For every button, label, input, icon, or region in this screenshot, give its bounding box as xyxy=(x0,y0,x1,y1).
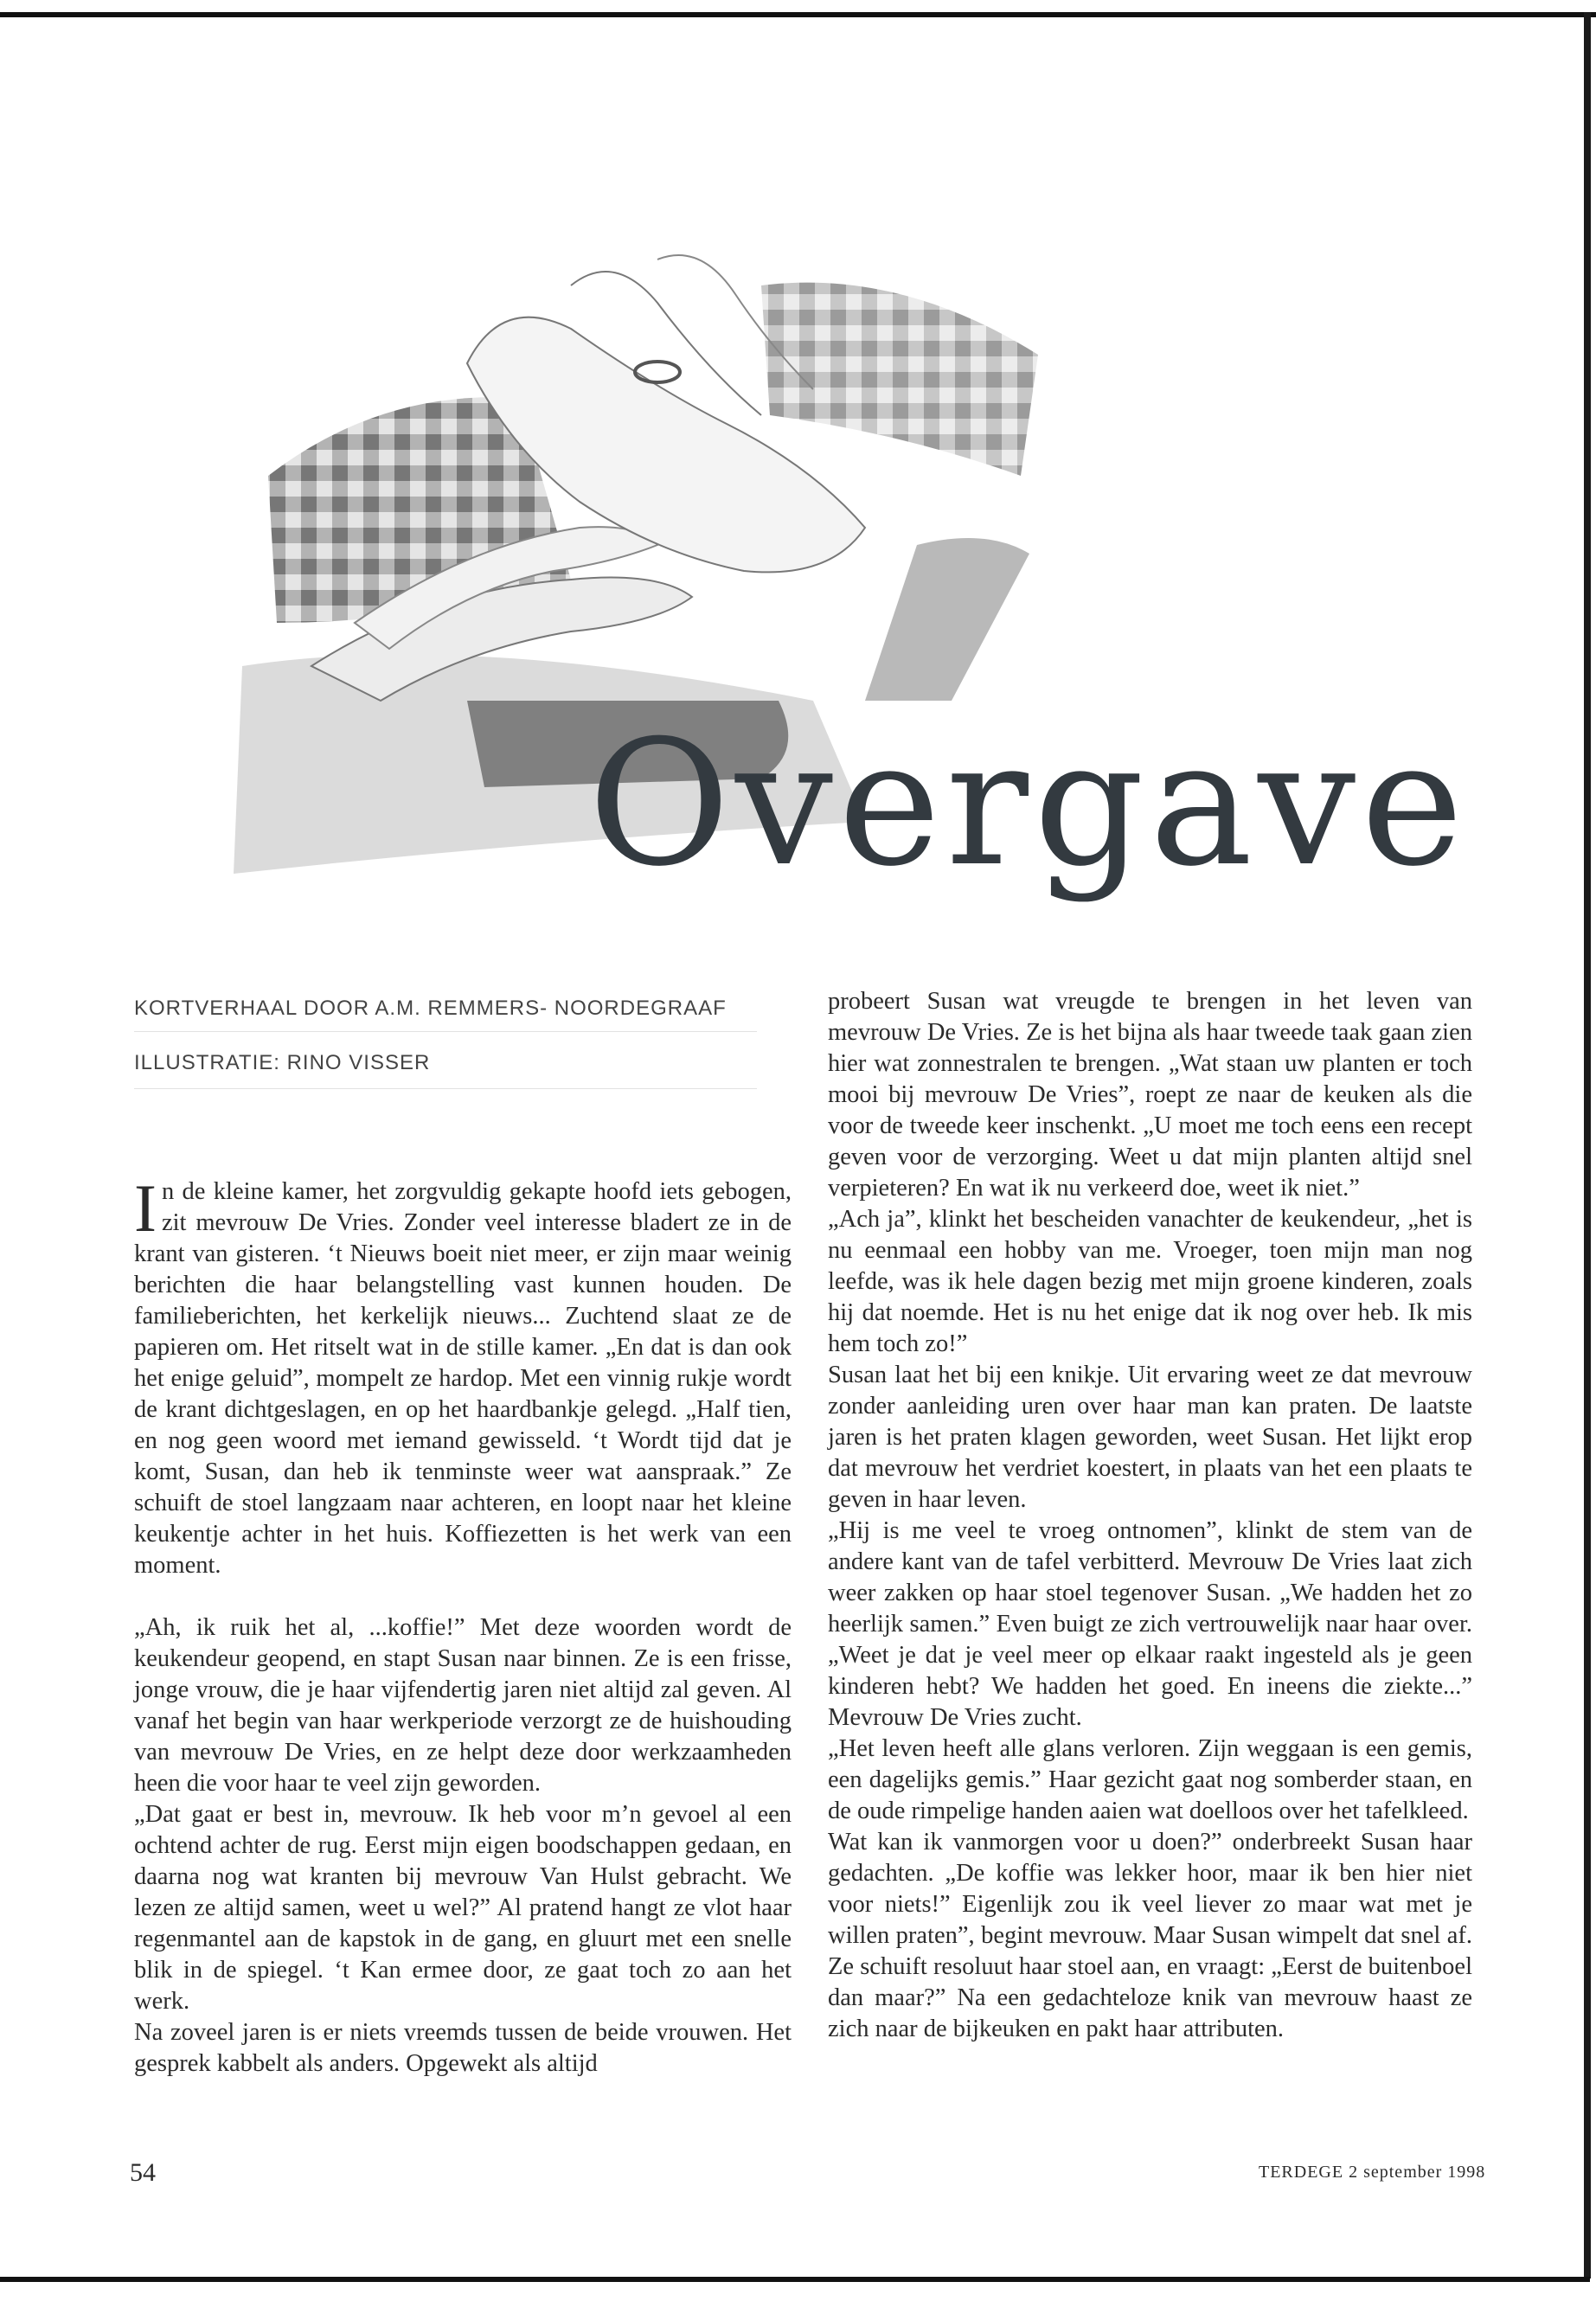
illustration-credit: ILLUSTRATIE: RINO VISSER xyxy=(134,1051,431,1074)
right-column xyxy=(828,986,1472,2045)
paragraph-5: probeert Susan wat vreugde te brengen in het leven van mevrouw De Vries. Ze is het bijna als haar tweede taak gaan zien hier wat zonnestralen te brengen. „Wat staan uw planten er toch mooi bij mevrouw De Vries”, roept ze naar de keuken als die voor de tweede keer inschenkt. „U moet me toch eens een recept geven voor de verzorging. Weet u dat mijn planten altijd snel verpieteren? En wat ik nu verkeerd doe, weet ik niet.” xyxy=(828,988,1472,1202)
right-border xyxy=(1584,12,1591,2279)
paragraph-8: „Hij is me veel te vroeg ontnomen”, klinkt de stem van de andere kant van de tafel verbitterd. Mevrouw De Vries laat zich weer zakken op haar stoel tegenover Susan. „We hadden het zo heerlijk samen.” Even buigt ze zich vertrouwelijk naar haar over. „Weet je dat je veel meer op elkaar raakt ingesteld als je geen kinderen hebt? We hadden het goed. En ineens die ziekte...” Mevrouw De Vries zucht. xyxy=(828,1517,1472,1731)
paragraph-10: Wat kan ik vanmorgen voor u doen?” onderbreekt Susan haar gedachten. „De koffie was lekker hoor, maar ik ben hier niet voor niets!” Eigenlijk zou ik veel liever zo maar wat met je willen praten”, begint mevrouw. Maar Susan wimpelt dat snel af. Ze schuift resoluut haar stoel aan, en vraagt: „Eerst de buitenboel dan maar?” Na een gedachteloze knik van mevrouw haast ze zich naar de bijkeuken en pakt haar attributen. xyxy=(828,1829,1472,2042)
byline-divider xyxy=(134,1031,757,1032)
paragraph-6: „Ach ja”, klinkt het bescheiden vanachter de keukendeur, „het is nu eenmaal een hobby van me. Vroeger, toen mijn man nog leefde, was ik hele dagen bezig met mijn groene kinderen, zoals hij dat noemde. Het is nu het enige dat ik nog over heb. Ik mis hem toch zo!” xyxy=(828,1206,1472,1357)
drop-cap: I xyxy=(134,1170,157,1246)
publication-footer: TERDEGE 2 september 1998 xyxy=(1259,2163,1486,2182)
author-byline: KORTVERHAAL DOOR A.M. REMMERS- NOORDEGRAAF xyxy=(134,997,727,1020)
paragraph-4: Na zoveel jaren is er niets vreemds tussen de beide vrouwen. Het gesprek kabbelt als anders. Opgewekt als altijd xyxy=(134,2019,792,2077)
bottom-border xyxy=(0,2277,1590,2282)
paragraph-2: „Ah, ik ruik het al, ...koffie!” Met deze woorden wordt de keukendeur geopend, en stapt Susan naar binnen. Ze is een frisse, jonge vrouw, die je haar vijfendertig jaren niet altijd zal geven. Al vanaf het begin van haar werkperiode verzorgt ze de huishouding van mevrouw De Vries, en ze helpt deze door werkzaamheden heen die voor haar te veel zijn geworden. xyxy=(134,1614,792,1797)
paragraph-3: „Dat gaat er best in, mevrouw. Ik heb voor m’n gevoel al een ochtend achter de rug. Eerst mijn eigen boodschappen gedaan, en daarna nog wat kranten bij mevrouw Van Hulst gebracht. We lezen ze altijd samen, weet u wel?” Al pratend hangt ze vlot haar regenmantel aan de kapstok in de gang, en gluurt met een snelle blik in de spiegel. ‘t Kan ermee door, ze gaat toch zo aan het werk. xyxy=(134,1801,792,2015)
paragraph-1: In de kleine kamer, het zorgvuldig gekapte hoofd iets gebogen, zit mevrouw De Vries. Zonder veel interesse bladert ze in de krant van gisteren. ‘t Nieuws boeit niet meer, er zijn maar weinig berichten die haar belangstelling vast kunnen houden. De familieberichten, het kerkelijk nieuws... Zuchtend slaat ze de papieren om. Het ritselt wat in de stille kamer. „En dat is dan ook het enige geluid”, mompelt ze hardop. Met een vinnig rukje wordt de krant dichtgeslagen, en op het haardbankje gelegd. „Half tien, en nog geen woord met iemand gewisseld. ‘t Wordt tijd dat je komt, Susan, dan heb ik tenminste weer wat aanspraak.” Ze schuift de stoel langzaam naar achteren, en loopt naar het kleine keukentje achter in het huis. Koffiezetten is het werk van een moment. xyxy=(134,1170,792,1579)
paragraph-9: „Het leven heeft alle glans verloren. Zijn weggaan is een gemis, een dagelijks gemis.” Haar gezicht gaat nog somberder staan, en de oude rimpelige handen aaien wat doelloos over het tafelkleed. xyxy=(828,1735,1472,1824)
top-border xyxy=(0,12,1596,17)
left-column xyxy=(134,1170,792,2080)
article-title: Overgave xyxy=(588,703,1469,905)
credit-divider xyxy=(134,1088,757,1089)
page-number: 54 xyxy=(130,2158,156,2187)
paragraph-7: Susan laat het bij een knikje. Uit ervaring weet ze dat mevrouw zonder aanleiding uren over haar man kan praten. De laatste jaren is het praten klagen geworden, weet Susan. Het lijkt erop dat mevrouw het verdriet koestert, in plaats van het een plaats te geven in haar leven. xyxy=(828,1362,1472,1513)
